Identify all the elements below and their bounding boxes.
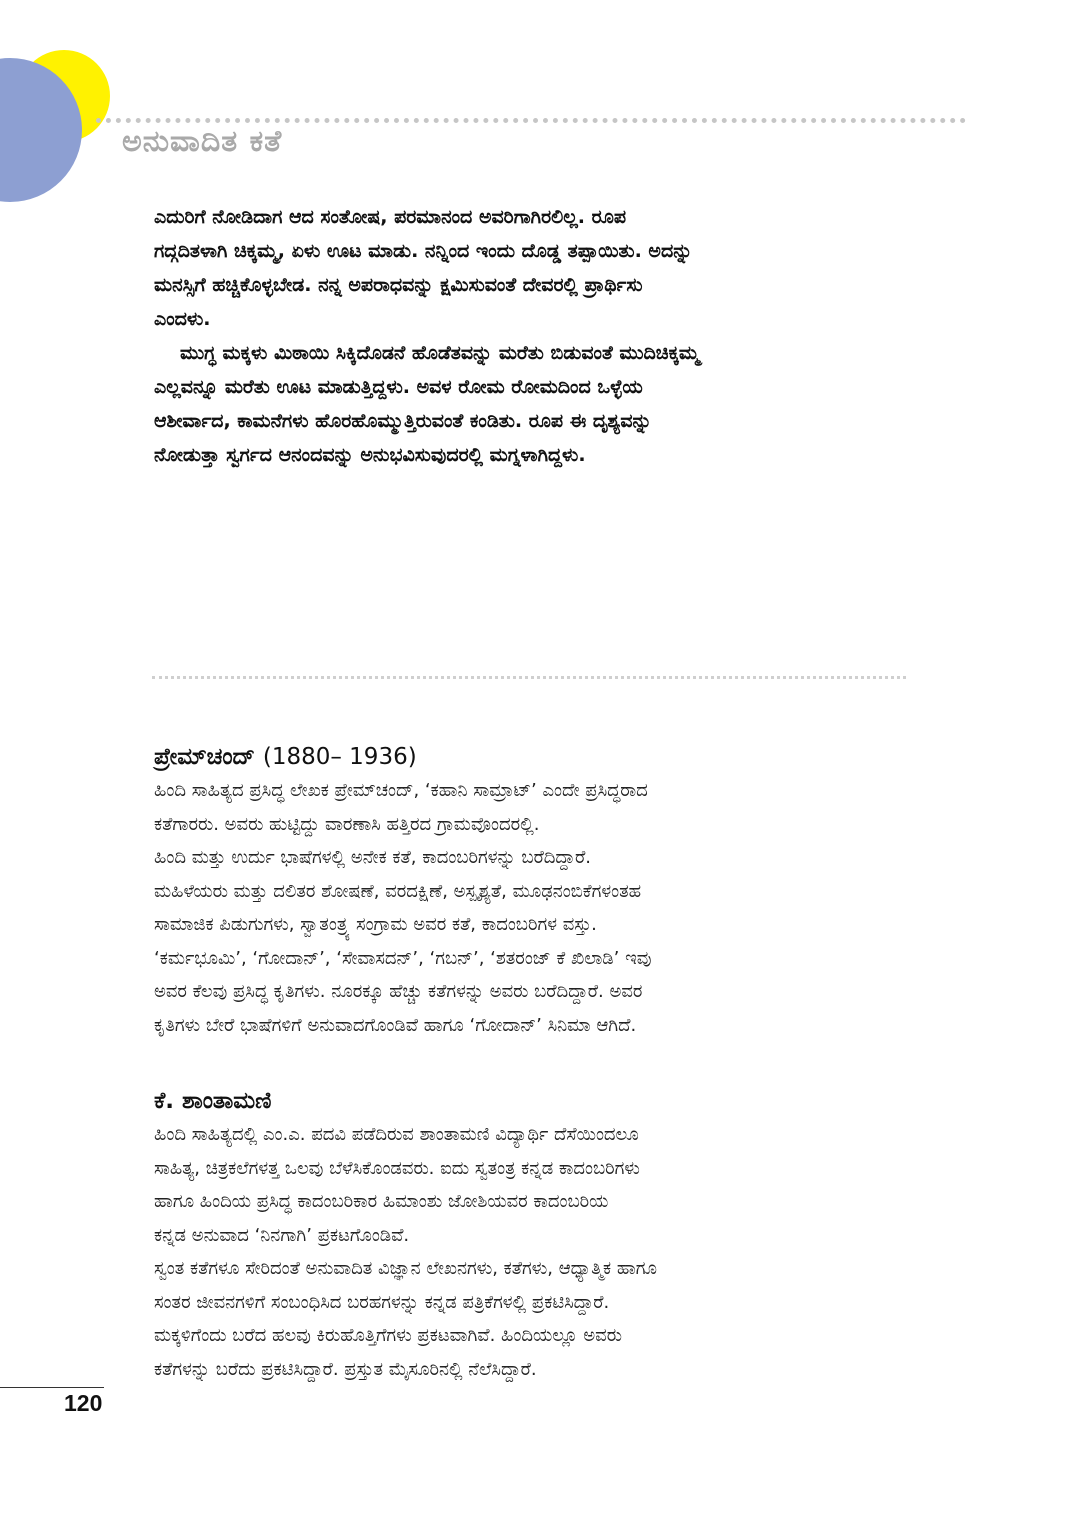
- bio-line: ಹಿಂದಿ ಸಾಹಿತ್ಯದ ಪ್ರಸಿದ್ಧ ಲೇಖಕ ಪ್ರೇಮ್‌ಚಂದ್, ‘ಕಹಾನಿ ಸಾಮ್ರಾಟ್’ ಎಂದೇ ಪ್ರಸಿದ್ಧರಾದ: [154, 780, 648, 801]
- bio-line: ಸಾಮಾಜಿಕ ಪಿಡುಗುಗಳು, ಸ್ವಾತಂತ್ರ್ಯ ಸಂಗ್ರಾಮ ಅವರ ಕತೆ, ಕಾದಂಬರಿಗಳ ವಸ್ತು.: [154, 914, 597, 935]
- story-line: ನೋಡುತ್ತಾ ಸ್ವರ್ಗದ ಆನಂದವನ್ನು ಅನುಭವಿಸುವುದರಲ್ಲಿ ಮಗ್ನಳಾಗಿದ್ದಳು.: [154, 444, 586, 466]
- dotted-section-divider: [152, 676, 906, 679]
- story-text: [154, 200, 914, 472]
- bio-line: ಕತೆಗಾರರು. ಅವರು ಹುಟ್ಟಿದ್ದು ವಾರಣಾಸಿ ಹತ್ತಿರದ ಗ್ರಾಮವೊಂದರಲ್ಲಿ.: [154, 813, 540, 835]
- author-bio-text: [154, 774, 914, 1042]
- story-line: ಮುಗ್ಧ ಮಕ್ಕಳು ಮಿಠಾಯಿ ಸಿಕ್ಕಿದೊಡನೆ ಹೊಡೆತವನ್ನು ಮರೆತು ಬಿಡುವಂತೆ ಮುದಿಚಿಕ್ಕಮ್ಮ: [180, 342, 700, 364]
- section-title: ಅನುವಾದಿತ ಕತೆ: [122, 124, 283, 159]
- story-line: ಎದುರಿಗೆ ನೋಡಿದಾಗ ಆದ ಸಂತೋಷ, ಪರಮಾನಂದ ಅವರಿಗಾಗಿರಲಿಲ್ಲ. ರೂಪ: [154, 206, 626, 228]
- author-bio-shanthamani: [154, 1088, 914, 1386]
- story-line: ಎಂದಳು.: [154, 308, 211, 330]
- bio-line: ಸಾಹಿತ್ಯ, ಚಿತ್ರಕಲೆಗಳತ್ತ ಒಲವು ಬೆಳೆಸಿಕೊಂಡವರು. ಐದು ಸ್ವತಂತ್ರ ಕನ್ನಡ ಕಾದಂಬರಿಗಳು: [154, 1157, 640, 1179]
- bio-line: ಕೃತಿಗಳು ಬೇರೆ ಭಾಷೆಗಳಿಗೆ ಅನುವಾದಗೊಂಡಿವೆ ಹಾಗೂ ‘ಗೋದಾನ್’ ಸಿನಿಮಾ ಆಗಿದೆ.: [154, 1014, 637, 1036]
- author-name: ಪ್ರೇಮ್‌ಚಂದ್: [154, 744, 255, 770]
- bio-line: ಹಿಂದಿ ಮತ್ತು ಉರ್ದು ಭಾಷೆಗಳಲ್ಲಿ ಅನೇಕ ಕತೆ, ಕಾದಂಬರಿಗಳನ್ನು ಬರೆದಿದ್ದಾರೆ.: [154, 847, 592, 868]
- author-years: (1880– 1936): [262, 744, 417, 770]
- author-bio-text: [154, 1118, 914, 1386]
- page-number: 120: [64, 1390, 103, 1416]
- story-line: ಮನಸ್ಸಿಗೆ ಹಚ್ಚಿಕೊಳ್ಳಬೇಡ. ನನ್ನ ಅಪರಾಧವನ್ನು ಕ್ಷಮಿಸುವಂತೆ ದೇವರಲ್ಲಿ ಪ್ರಾರ್ಥಿಸು: [154, 274, 643, 296]
- bio-line: ಮಕ್ಕಳಿಗೆಂದು ಬರೆದ ಹಲವು ಕಿರುಹೊತ್ತಿಗೆಗಳು ಪ್ರಕಟವಾಗಿವೆ. ಹಿಂದಿಯಲ್ಲೂ ಅವರು: [154, 1325, 622, 1346]
- bio-line: ಕತೆಗಳನ್ನು ಬರೆದು ಪ್ರಕಟಿಸಿದ್ದಾರೆ. ಪ್ರಸ್ತುತ ಮೈಸೂರಿನಲ್ಲಿ ನೆಲೆಸಿದ್ದಾರೆ.: [154, 1358, 537, 1380]
- story-line: ಆಶೀರ್ವಾದ, ಕಾಮನೆಗಳು ಹೊರಹೊಮ್ಮುತ್ತಿರುವಂತೆ ಕಂಡಿತು. ರೂಪ ಈ ದೃಶ್ಯವನ್ನು: [154, 410, 652, 432]
- bio-line: ಮಹಿಳೆಯರು ಮತ್ತು ದಲಿತರ ಶೋಷಣೆ, ವರದಕ್ಷಿಣೆ, ಅಸ್ಪೃಶ್ಯತೆ, ಮೂಢನಂಬಿಕೆಗಳಂತಹ: [154, 880, 642, 902]
- author-bio-premchand: [154, 744, 914, 1042]
- author-name: ಕೆ. ಶಾಂತಾಮಣಿ: [154, 1088, 272, 1114]
- bio-line: ಹಾಗೂ ಹಿಂದಿಯ ಪ್ರಸಿದ್ಧ ಕಾದಂಬರಿಕಾರ ಹಿಮಾಂಶು ಜೋಶಿಯವರ ಕಾದಂಬರಿಯ: [154, 1191, 609, 1212]
- story-line: ಗದ್ಗದಿತಳಾಗಿ ಚಿಕ್ಕಮ್ಮ, ಏಳು ಊಟ ಮಾಡು. ನನ್ನಿಂದ ಇಂದು ದೊಡ್ಡ ತಪ್ಪಾಯಿತು. ಅದನ್ನು: [154, 240, 693, 262]
- bio-line: ‘ಕರ್ಮಭೂಮಿ’, ‘ಗೋದಾನ್’, ‘ಸೇವಾಸದನ್’, ‘ಗಬನ್’, ‘ಶತರಂಜ್ ಕೆ ಖಿಲಾಡಿ’ ಇವು: [154, 947, 652, 969]
- bio-line: ಅವರ ಕೆಲವು ಪ್ರಸಿದ್ಧ ಕೃತಿಗಳು. ನೂರಕ್ಕೂ ಹೆಚ್ಚು ಕತೆಗಳನ್ನು ಅವರು ಬರೆದಿದ್ದಾರೆ. ಅವರ: [154, 981, 643, 1002]
- story-paragraph: [154, 336, 914, 472]
- bio-line: ಸಂತರ ಜೀವನಗಳಿಗೆ ಸಂಬಂಧಿಸಿದ ಬರಹಗಳನ್ನು ಕನ್ನಡ ಪತ್ರಿಕೆಗಳಲ್ಲಿ ಪ್ರಕಟಿಸಿದ್ದಾರೆ.: [154, 1291, 610, 1313]
- story-line: ಎಲ್ಲವನ್ನೂ ಮರೆತು ಊಟ ಮಾಡುತ್ತಿದ್ದಳು. ಅವಳ ರೋಮ ರೋಮದಿಂದ ಒಳ್ಳೆಯ: [154, 376, 643, 398]
- bio-line: ಕನ್ನಡ ಅನುವಾದ ‘ನಿನಗಾಗಿ’ ಪ್ರಕಟಗೊಂಡಿವೆ.: [154, 1224, 410, 1246]
- author-heading: [154, 744, 914, 770]
- author-heading: [154, 1088, 914, 1114]
- bio-line: ಸ್ವಂತ ಕತೆಗಳೂ ಸೇರಿದಂತೆ ಅನುವಾದಿತ ವಿಜ್ಞಾನ ಲೇಖನಗಳು, ಕತೆಗಳು, ಆಧ್ಯಾತ್ಮಿಕ ಹಾಗೂ: [154, 1258, 657, 1279]
- dotted-header-rule: [96, 118, 966, 123]
- bio-line: ಹಿಂದಿ ಸಾಹಿತ್ಯದಲ್ಲಿ ಎಂ.ಎ. ಪದವಿ ಪಡೆದಿರುವ ಶಾಂತಾಮಣಿ ವಿದ್ಯಾರ್ಥಿ ದೆಸೆಯಿಂದಲೂ: [154, 1124, 639, 1145]
- story-paragraph: [154, 200, 914, 336]
- page-number-rule: [0, 1387, 104, 1388]
